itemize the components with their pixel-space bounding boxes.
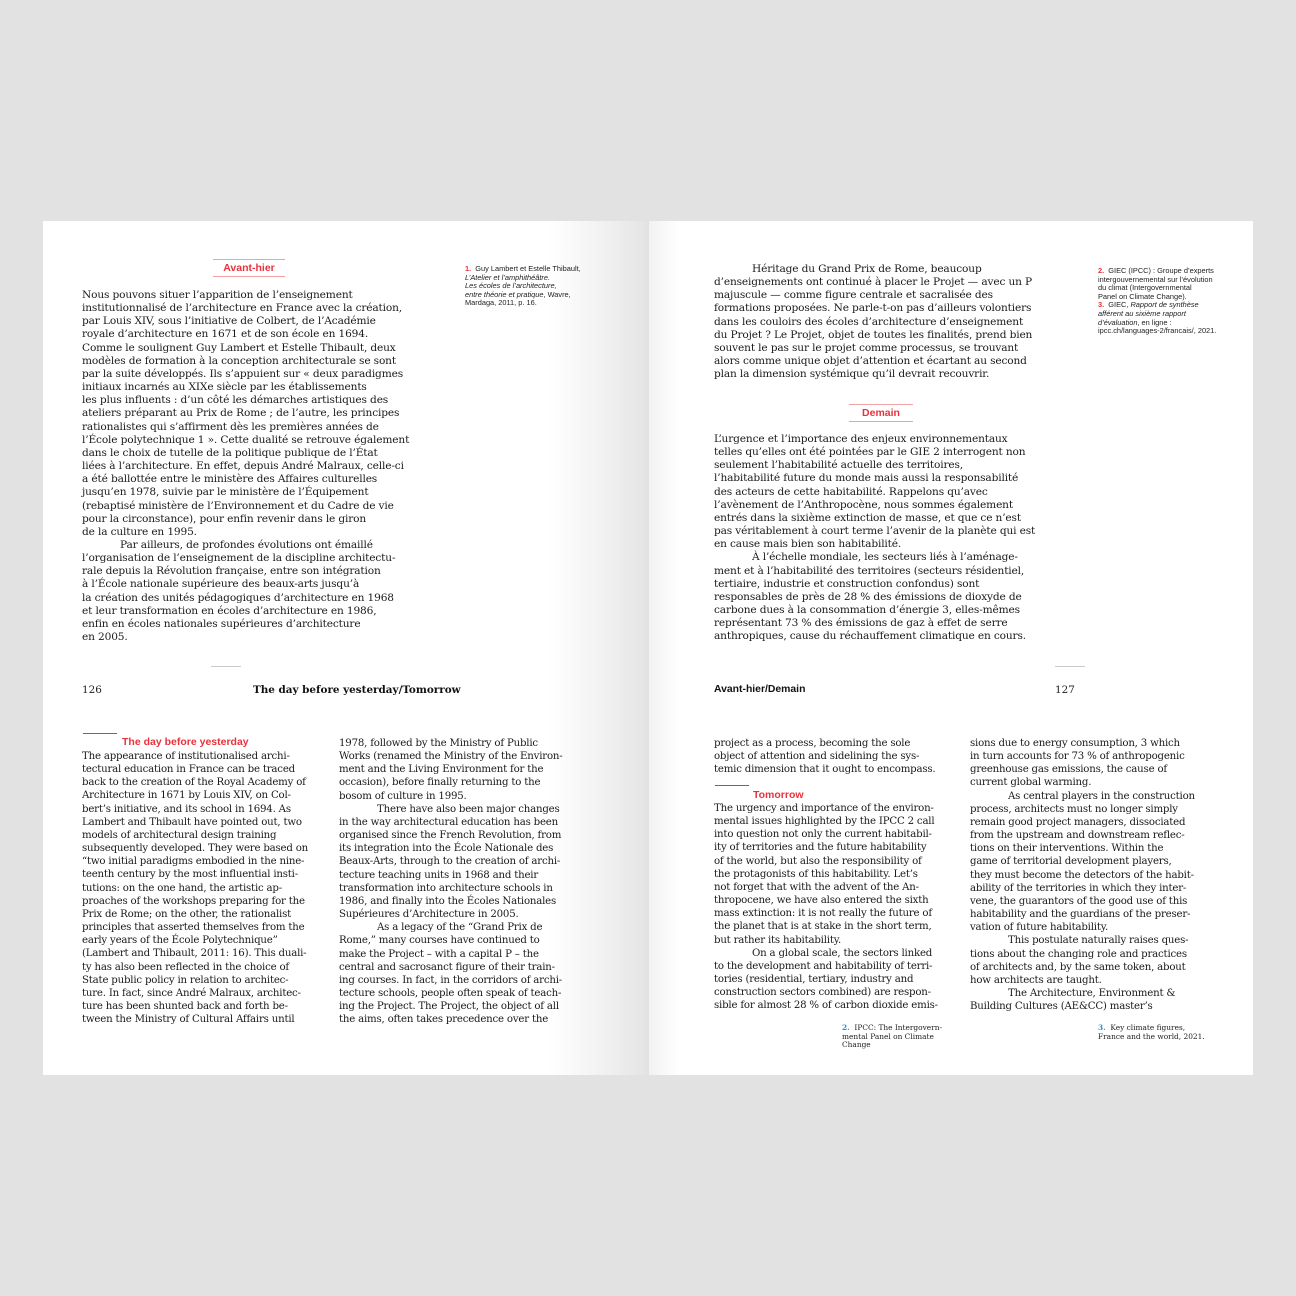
- text-line: jusqu’en 1978, suivie par le ministère de l’Équipement: [82, 486, 369, 499]
- text-line: ture has been shunted back and forth be-: [82, 1000, 288, 1012]
- text-line: occasion), before finally returning to the: [339, 777, 541, 789]
- text-line: institutionnalisé de l’architecture en France avec la création,: [82, 302, 403, 315]
- text-line: royale d’architecture en 1671 et de son école en 1694.: [82, 328, 369, 341]
- text-line: tecture teaching units in 1968 and their: [339, 869, 539, 881]
- text-line: rationalistes qui s’affirment dès les premières années de: [82, 420, 379, 433]
- text-line: rale depuis la Révolution française, entre son intégration: [82, 565, 381, 578]
- text-line: À l’échelle mondiale, les secteurs liés à l’aménage-: [752, 551, 1018, 564]
- text-line: construction sectors combined) are respon-: [714, 987, 931, 999]
- text-line: The appearance of institutionalised archi-: [82, 751, 290, 762]
- text-line: des acteurs de cette habitabilité. Rappelons qu’avec: [714, 485, 988, 498]
- text-line: l’habitabilité future du monde mais aussi la responsabilité: [714, 472, 1019, 485]
- text-line: l’organisation de l’enseignement de la discipline architectu-: [82, 552, 396, 565]
- text-line: the planet that is at stake in the short term,: [714, 921, 932, 933]
- text-line: process, architects must no longer simply: [970, 803, 1178, 815]
- footnotes-2-3: 2. GIEC (IPCC) : Groupe d’experts intergouvernemental sur l’évolution du climat (Intergovernmental Panel on Climate Change). 3. GIEC, Rapport de synthèse afférent au sixième rapport d’évaluation, en ligne : ipcc.ch/languages-2/francais/, 2021.: [1098, 266, 1217, 336]
- text-line: tween the Ministry of Cultural Affairs until: [82, 1014, 295, 1026]
- text-line: tions about the changing role and practices: [970, 948, 1187, 960]
- text-line: ing the Project. The Project, the object of all: [339, 1001, 559, 1013]
- text-line: bert’s initiative, and its school in 1694. As: [82, 803, 291, 815]
- text-line: vene, the guarantors of the good use of this: [970, 895, 1188, 907]
- text-line: Par ailleurs, de profondes évolutions ont émaillé: [120, 538, 373, 551]
- text-line: tories (residential, tertiary, industry and: [714, 974, 914, 986]
- text-line: 1978, followed by the Ministry of Public: [339, 738, 538, 749]
- text-line: pas véritablement à court terme l’avenir de la planète qui est: [714, 525, 1036, 538]
- footnote-1: 1. Guy Lambert et Estelle Thibault, L’Atelier et l’amphithéâtre. Les écoles de l’architecture, entre théorie et pratique, Wavre, Mardaga, 2011, p. 16.: [465, 264, 581, 308]
- text-line: telles qu’elles ont été pointées par le GIE 2 interrogent non: [714, 446, 1026, 459]
- text-line: par la suite développés. Ils s’appuient sur « deux paradigmes: [82, 367, 403, 380]
- text-line: back to the creation of the Royal Academy of: [82, 777, 306, 789]
- left-page: [43, 221, 646, 1075]
- footnote-en-2: 2. IPCC: The Intergovern- mental Panel on Climate Change: [842, 1023, 942, 1050]
- text-line: tecture schools, people often speak of teach-: [339, 987, 562, 999]
- text-line: sible for almost 28 % of carbon dioxide emis-: [714, 1000, 938, 1012]
- text-line: tertiaire, industrie et construction confondus) sont: [714, 577, 980, 590]
- text-line: seulement l’habitabilité actuelle des territoires,: [714, 459, 963, 472]
- footnote-en-3: 3. Key climate figures, France and the world, 2021.: [1098, 1023, 1205, 1041]
- folio-126: 126: [82, 684, 102, 696]
- text-line: modèles de formation à la conception architecturale se sont: [82, 354, 396, 367]
- text-line: teenth century by the most influential insti-: [82, 869, 298, 881]
- text-line: mass extinction: it is not really the future of: [714, 908, 932, 920]
- text-line: ity of territories and the future habitability: [714, 842, 927, 854]
- text-line: d’enseignements ont continué à placer le Projet — avec un P: [714, 276, 1032, 289]
- text-line: transformation into architecture schools in: [339, 882, 553, 894]
- text-line: (rebaptisé ministère de l’Environnement et du Cadre de vie: [82, 499, 394, 512]
- text-line: par Louis XIV, sous l’initiative de Colbert, de l’Académie: [82, 315, 376, 328]
- english-col1-bottom: [714, 802, 964, 1013]
- text-line: make the Project – with a capital P – the: [339, 948, 539, 960]
- text-line: ability of the territories in which they inter-: [970, 882, 1187, 894]
- text-line: l’avènement de l’Anthropocène, nous sommes également: [714, 498, 1013, 511]
- text-line: As central players in the construction: [1008, 790, 1195, 802]
- text-line: entrés dans la sixième extinction de masse, et que ce n’est: [714, 511, 1021, 524]
- running-head-english: The day before yesterday/Tomorrow: [253, 684, 461, 696]
- text-line: formations proposées. Ne parle-t-on pas d’ailleurs volontiers: [714, 302, 1032, 315]
- text-line: tutions: on the one hand, the artistic ap-: [82, 882, 282, 894]
- text-line: in the way architectural education has been: [339, 816, 558, 828]
- text-line: en cause mais bien son habitabilité.: [714, 538, 902, 551]
- text-line: la création des unités pédagogiques d’architecture en 1968: [82, 591, 394, 604]
- english-col1-top: [714, 737, 964, 776]
- text-line: how architects are taught.: [970, 974, 1102, 986]
- divider: [211, 666, 241, 667]
- text-line: There have also been major changes: [377, 803, 560, 815]
- text-line: “two initial paradigms embodied in the nine-: [82, 856, 305, 868]
- text-line: its integration into the École Nationale des: [339, 843, 554, 855]
- text-line: central and sacrosanct figure of their train-: [339, 961, 555, 973]
- text-line: greenhouse gas emissions, the cause of: [970, 764, 1167, 776]
- english-col1: [82, 750, 332, 1026]
- text-line: principles that asserted themselves from the: [82, 922, 305, 934]
- text-line: et leur transformation en écoles d’architecture en 1986,: [82, 604, 377, 617]
- text-line: anthropiques, cause du réchauffement climatique en cours.: [714, 630, 1026, 643]
- text-line: Building Cultures (AE&CC) master’s: [970, 1001, 1153, 1013]
- text-line: game of territorial development players,: [970, 856, 1172, 868]
- text-line: of the world, but also the responsibility of: [714, 855, 922, 867]
- text-line: dans le choix de tutelle de la politique publique de l’État: [82, 446, 378, 459]
- text-line: à l’École nationale supérieure des beaux-arts jusqu’à: [82, 578, 360, 591]
- text-line: responsables de près de 28 % des émissions de dioxyde de: [714, 590, 1022, 603]
- text-line: vation of future habitability.: [970, 922, 1108, 934]
- text-line: to the development and habitability of terri-: [714, 960, 933, 972]
- text-line: thropocene, we have also entered the sixth: [714, 895, 929, 907]
- text-line: habitability and the guardians of the preser-: [970, 909, 1191, 921]
- text-line: pour la circonstance), pour enfin revenir dans le giron: [82, 512, 367, 525]
- text-line: souvent le pas sur le projet comme processus, se trouvant: [714, 341, 1019, 354]
- text-line: they must become the detectors of the habit-: [970, 869, 1194, 881]
- text-line: ateliers préparant au Prix de Rome ; de l’autre, les principes: [82, 407, 400, 420]
- heading-day-before-yesterday: The day before yesterday: [122, 736, 249, 748]
- french-body-right-1: [714, 263, 1054, 381]
- text-line: L’urgence et l’importance des enjeux environnementaux: [714, 433, 1008, 445]
- text-line: enfin en écoles nationales supérieures d’architecture: [82, 617, 361, 630]
- heading-demain: Demain: [849, 404, 913, 422]
- text-line: en 2005.: [82, 631, 128, 644]
- text-line: représentant 73 % des émissions de gaz à effet de serre: [714, 617, 1008, 630]
- text-line: ment et à l’habitabilité des territoires (secteurs résidentiel,: [714, 564, 1025, 577]
- text-line: the protagonists of this habitability. Let’s: [714, 868, 918, 880]
- text-line: alors comme unique objet d’attention et écartant au second: [714, 355, 1027, 368]
- text-line: ing courses. In fact, in the corridors of archi-: [339, 974, 563, 986]
- heading-avant-hier: Avant-hier: [213, 259, 285, 277]
- text-line: les plus influents : d’un côté les démarches artistiques des: [82, 394, 389, 407]
- text-line: Supérieures d’Architecture in 2005.: [339, 909, 519, 921]
- text-line: du Projet ? Le Projet, objet de toutes les finalités, prend bien: [714, 328, 1033, 341]
- text-line: into question not only the current habitabil-: [714, 829, 932, 841]
- text-line: in turn accounts for 73 % of anthropogenic: [970, 751, 1185, 763]
- text-line: Comme le soulignent Guy Lambert et Estelle Thibault, deux: [82, 341, 396, 354]
- text-line: This postulate naturally raises ques-: [1008, 935, 1189, 947]
- text-line: tectural education in France can be traced: [82, 764, 295, 776]
- text-line: Beaux-Arts, through to the creation of archi-: [339, 856, 561, 868]
- text-line: Prix de Rome; on the other, the rationalist: [82, 908, 292, 920]
- text-line: Lambert and Thibault have pointed out, two: [82, 816, 302, 828]
- text-line: of architects and, by the same token, about: [970, 961, 1186, 973]
- text-line: Architecture in 1671 by Louis XIV, on Col-: [82, 790, 291, 802]
- text-line: early years of the École Polytechnique”: [82, 935, 278, 947]
- text-line: de la culture en 1995.: [82, 525, 197, 538]
- heading-tomorrow: Tomorrow: [753, 789, 804, 801]
- text-line: ment and the Living Environment for the: [339, 764, 544, 776]
- text-line: plan la dimension systémique qu’il devrait recouvrir.: [714, 368, 990, 381]
- text-line: mental issues highlighted by the IPCC 2 call: [714, 816, 935, 828]
- text-line: sions due to energy consumption, 3 which: [970, 738, 1180, 749]
- text-line: temic dimension that it ought to encompass.: [714, 764, 936, 776]
- text-line: ture. In fact, since André Malraux, architec-: [82, 987, 301, 999]
- text-line: project as a process, becoming the sole: [714, 738, 911, 749]
- text-line: Rome,” many courses have continued to: [339, 935, 540, 947]
- french-body-right-2: [714, 433, 1064, 644]
- text-line: models of architectural design training: [82, 829, 277, 841]
- text-line: liées à l’architecture. En effet, depuis André Malraux, celle-ci: [82, 460, 404, 473]
- divider: [1055, 666, 1085, 667]
- text-line: organised since the French Revolution, from: [339, 830, 562, 842]
- text-line: On a global scale, the sectors linked: [752, 947, 933, 959]
- text-line: State public policy in relation to architec-: [82, 974, 289, 986]
- text-line: from the upstream and downstream reflec-: [970, 830, 1185, 842]
- text-line: Héritage du Grand Prix de Rome, beaucoup: [752, 263, 982, 275]
- text-line: initiaux incarnés au XIXe siècle par les établissements: [82, 381, 367, 394]
- text-line: current global warming.: [970, 777, 1092, 789]
- text-line: subsequently developed. They were based on: [82, 843, 309, 855]
- text-line: object of attention and sidelining the sys-: [714, 751, 920, 763]
- text-line: tions on their interventions. Within the: [970, 843, 1164, 855]
- text-line: not forget that with the advent of the An-: [714, 881, 919, 893]
- text-line: dans les couloirs des écoles d’architecture d’enseignement: [714, 315, 1024, 328]
- heading-rule: [715, 785, 749, 786]
- text-line: majuscule — comme figure centrale et sacralisée des: [714, 289, 993, 302]
- text-line: The Architecture, Environment &: [1008, 987, 1176, 999]
- text-line: but rather its habitability.: [714, 934, 841, 946]
- text-line: proaches of the workshops preparing for the: [82, 895, 305, 907]
- text-line: 1986, and finally into the Écoles Nationales: [339, 895, 557, 907]
- text-line: a été ballottée entre le ministère des Affaires culturelles: [82, 473, 378, 486]
- running-head-french: Avant-hier/Demain: [714, 684, 806, 695]
- french-body-left: [82, 289, 427, 644]
- text-line: Nous pouvons situer l’apparition de l’enseignement: [82, 289, 353, 301]
- text-line: carbone dues à la consommation d’énergie 3, elles-mêmes: [714, 604, 1020, 617]
- text-line: bosom of culture in 1995.: [339, 790, 467, 802]
- heading-rule: [83, 733, 117, 734]
- text-line: ty has also been reflected in the choice of: [82, 961, 289, 973]
- text-line: The urgency and importance of the environ-: [714, 803, 934, 814]
- text-line: l’École polytechnique 1 ». Cette dualité se retrouve également: [82, 433, 410, 446]
- folio-127: 127: [1055, 684, 1075, 696]
- text-line: Works (renamed the Ministry of the Environ-: [339, 751, 563, 763]
- text-line: the aims, often takes precedence over the: [339, 1014, 549, 1026]
- text-line: remain good project managers, dissociated: [970, 816, 1186, 828]
- english-col2: [339, 737, 589, 1026]
- right-page: [649, 221, 1253, 1075]
- english-col2: [970, 737, 1220, 1013]
- text-line: (Lambert and Thibault, 2011: 16). This duali-: [82, 948, 307, 960]
- text-line: As a legacy of the “Grand Prix de: [377, 922, 543, 934]
